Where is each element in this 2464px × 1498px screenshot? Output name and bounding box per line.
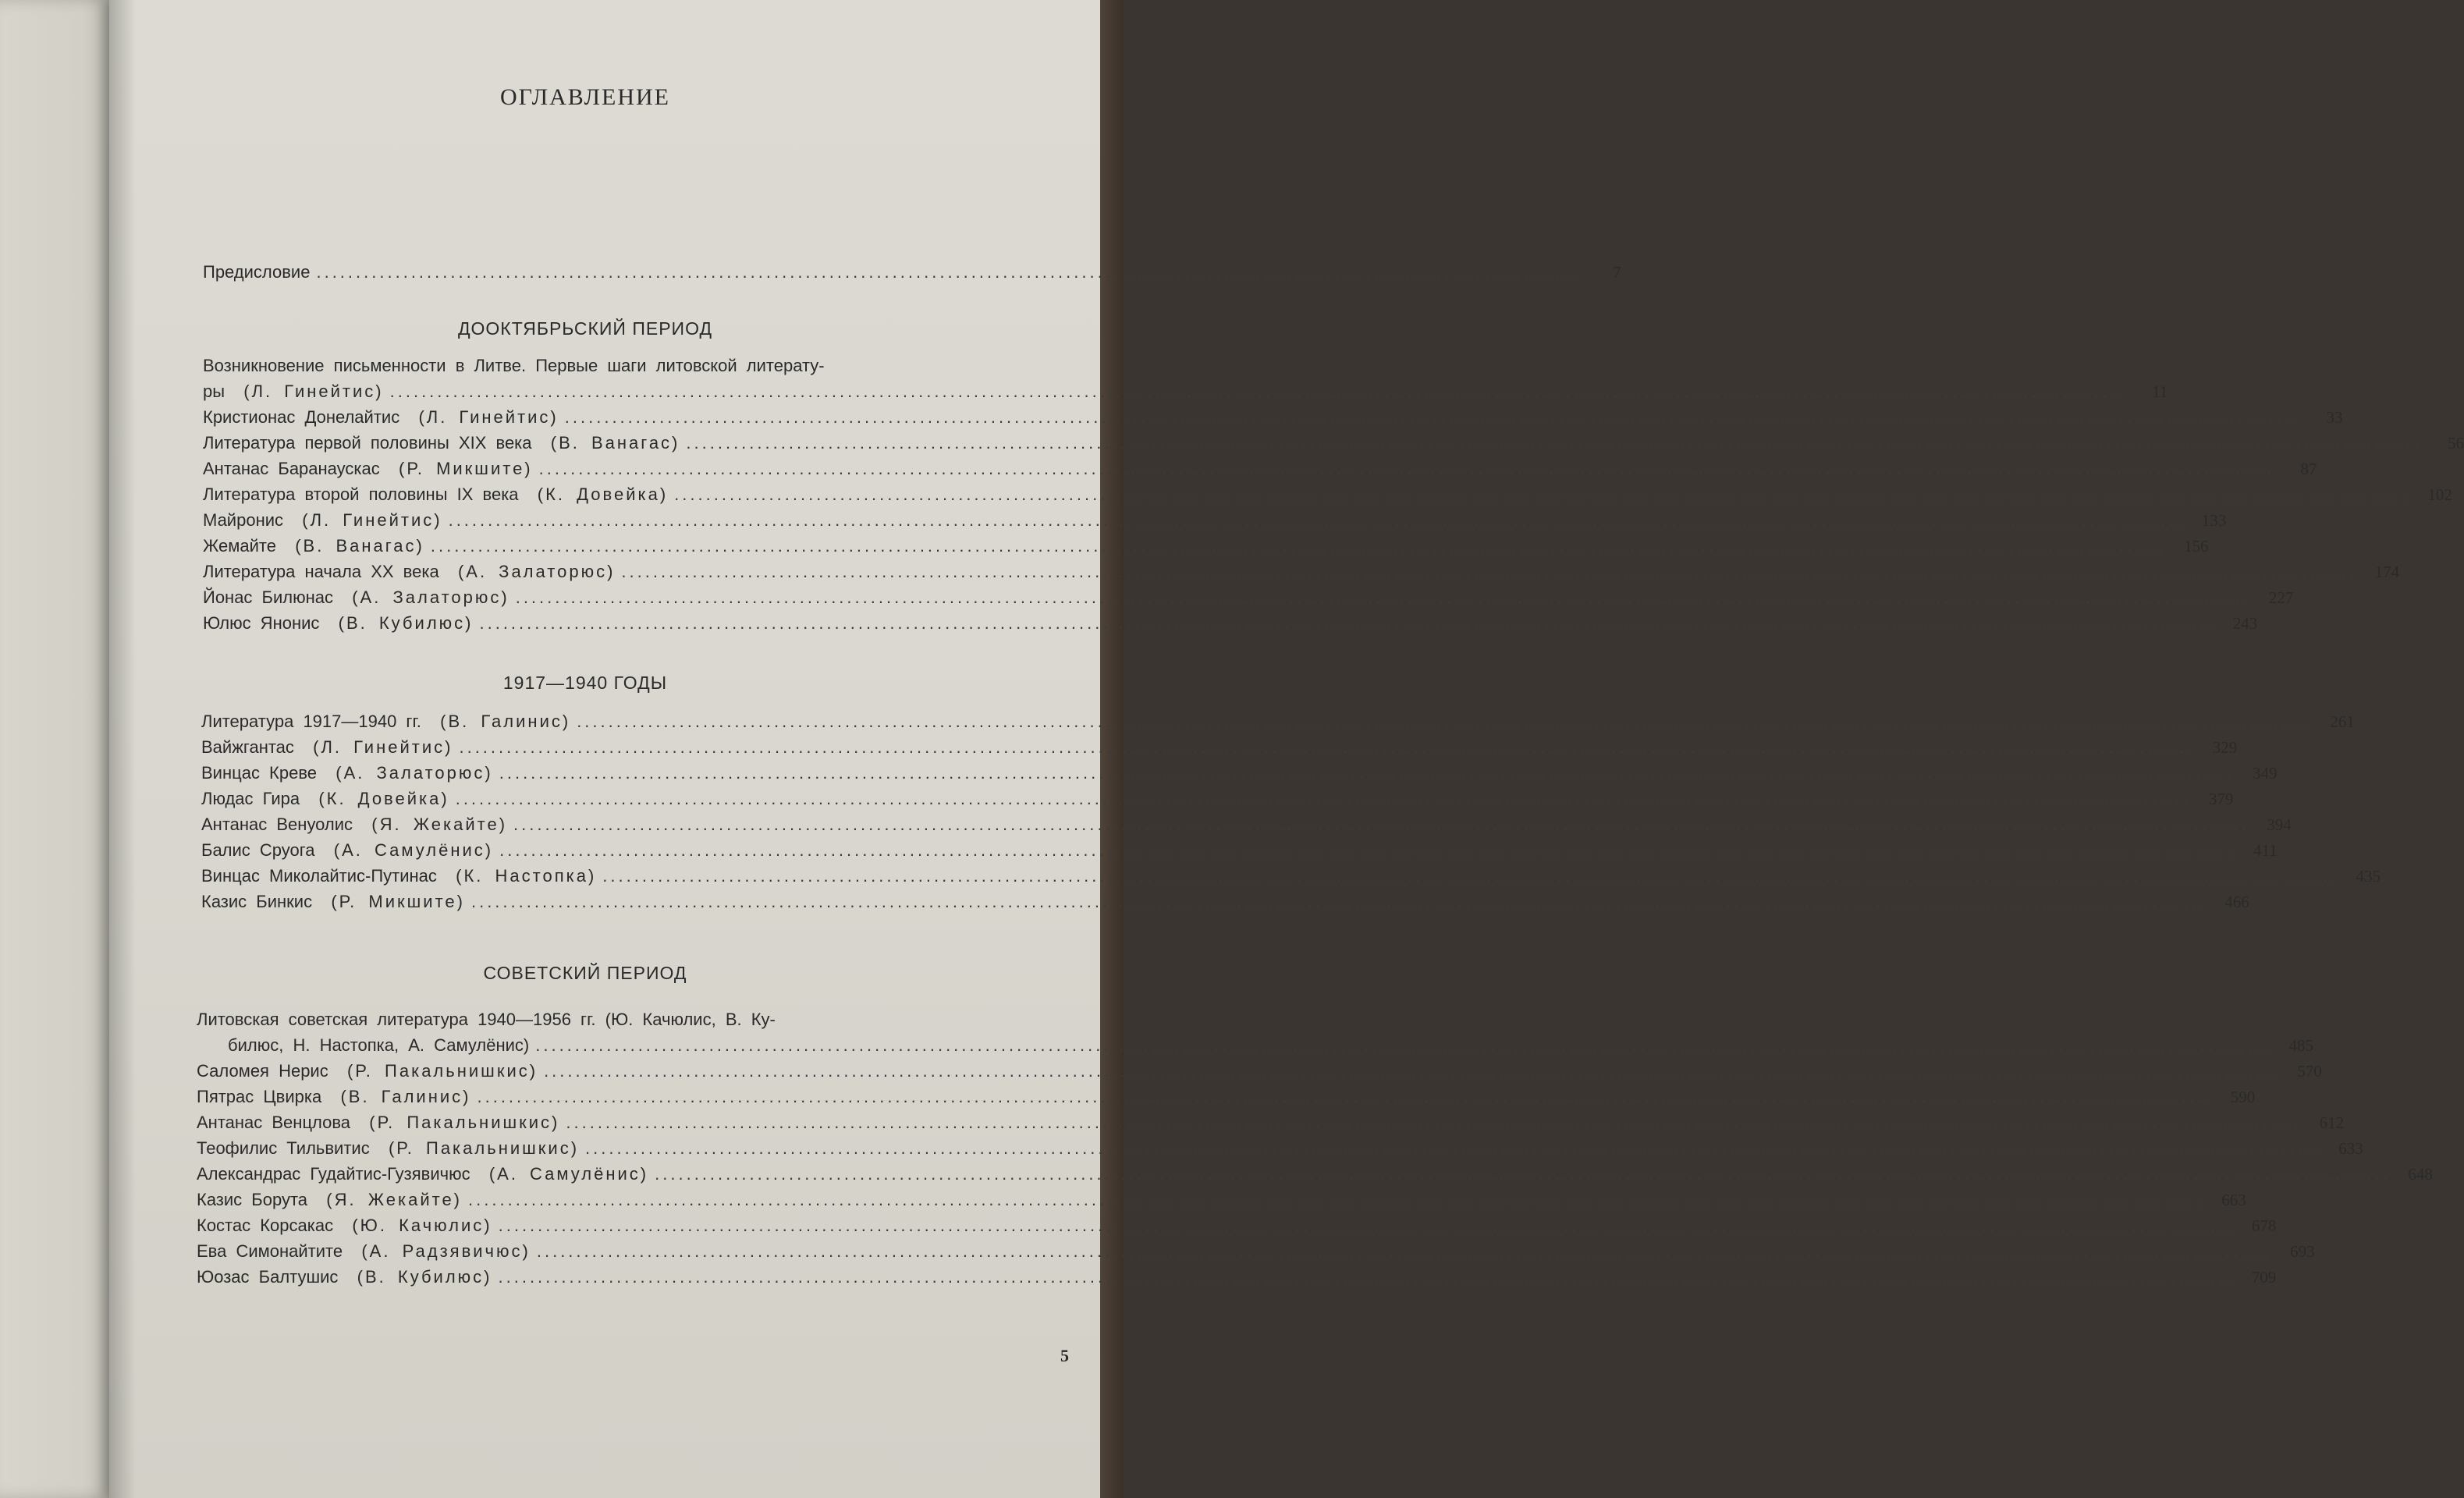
toc-entry-author: (К. Довейка)	[537, 485, 669, 504]
toc-entry	[203, 259, 1621, 285]
toc-entry-title: Антанас Венцлова	[197, 1113, 351, 1132]
toc-entry-title: Литература начала XX века	[203, 562, 439, 581]
toc-page-number: 379	[2208, 790, 2234, 808]
toc-entry	[197, 1109, 2345, 1135]
toc-entry-title: Саломея Нерис	[197, 1061, 328, 1081]
toc-page-number: 174	[2374, 563, 2400, 581]
toc-leader-dots: ............................................................................................................................................................................................................................	[498, 1267, 2235, 1287]
toc-entry-author: (А. Залаторюс)	[336, 763, 493, 783]
toc-entry-title: Людас Гира	[201, 789, 300, 808]
toc-page-number: 133	[2201, 511, 2227, 530]
toc-entry	[203, 559, 2400, 584]
toc-page-number: 87	[2300, 460, 2317, 478]
toc-entry	[203, 456, 2317, 481]
toc-page-number: 56	[2448, 434, 2464, 453]
toc-entry-author: (В. Кубилюс)	[357, 1267, 492, 1287]
toc-entry-title: Литература второй половины IX века	[203, 485, 519, 504]
toc-leader-dots: ............................................................................................................................................................................................................................	[430, 536, 2167, 556]
toc-entry-title: билюс, Н. Настопка, А. Самулёнис)	[228, 1035, 530, 1055]
toc-section-list	[201, 708, 2381, 914]
toc-entry-spacer	[338, 1264, 357, 1290]
toc-leader-dots: ............................................................................................................................................................................................................................	[513, 815, 2249, 834]
toc-leader-dots: ............................................................................................................................................................................................................................	[544, 1061, 2280, 1081]
toc-entry-author: (В. Ванагас)	[550, 433, 680, 453]
toc-page-number: 633	[2338, 1139, 2363, 1158]
toc-entry	[203, 378, 2168, 404]
toc-entry-title: Литература первой половины XIX века	[203, 433, 532, 453]
toc-entry	[203, 507, 2227, 533]
toc-entry-author: (Р. Пакальнишкис)	[346, 1061, 538, 1081]
toc-entry-spacer	[519, 481, 538, 507]
toc-entry-title: Ева Симонайтите	[197, 1241, 343, 1261]
toc-entry-spacer	[353, 811, 371, 837]
toc-entry	[197, 1135, 2363, 1161]
toc-page-number: 663	[2221, 1191, 2246, 1209]
toc-entry-author: (А. Самулёнис)	[488, 1164, 649, 1184]
toc-entry	[197, 1264, 2277, 1290]
toc-page-number: 243	[2232, 614, 2258, 633]
toc-entry-spacer	[343, 1238, 361, 1264]
toc-entry-author: (Р. Микшите)	[331, 892, 465, 911]
toc-page-number: 394	[2267, 815, 2292, 834]
toc-leader-dots: ............................................................................................................................................................................................................................	[538, 459, 2275, 478]
toc-entry-title: Антанас Венуолис	[201, 815, 353, 834]
toc-entry-author: (Я. Жекайте)	[371, 815, 508, 834]
toc-page-number: 590	[2230, 1088, 2256, 1106]
toc-entry-author: (Р. Микшите)	[399, 459, 533, 478]
toc-entry	[197, 1212, 2277, 1238]
toc-page-number: 648	[2408, 1165, 2433, 1184]
toc-entry	[203, 533, 2209, 559]
toc-entry-author: (В. Кубилюс)	[338, 613, 474, 633]
toc-leader-dots: ............................................................................................................................................................................................................................	[389, 382, 2126, 401]
toc-entry-spacer	[437, 863, 456, 889]
toc-page-number: 349	[2252, 764, 2278, 783]
section-heading: ДООКТЯБРЬСКИЙ ПЕРИОД	[457, 318, 713, 339]
toc-entry-title: Балис Сруога	[201, 840, 315, 860]
toc-leader-dots: ............................................................................................................................................................................................................................	[536, 1241, 2273, 1261]
toc-entry-spacer	[321, 1084, 340, 1109]
toc-entry-spacer	[470, 1161, 489, 1187]
toc-entry-spacer	[350, 1109, 369, 1135]
toc-entry-spacer	[370, 1135, 389, 1161]
toc-entry-title: Жемайте	[203, 536, 276, 556]
toc-entry-author: (В. Ванагас)	[295, 536, 424, 556]
toc-entry	[201, 811, 2292, 837]
toc-entry-title: Костас Корсакас	[197, 1216, 334, 1235]
toc-entry-spacer	[312, 889, 331, 914]
toc-page-number: 261	[2330, 712, 2355, 731]
toc-leader-dots: ............................................................................................................................................................................................................................	[621, 562, 2358, 581]
toc-leader-dots: ............................................................................................................................................................................................................................	[566, 1113, 2302, 1132]
toc-entry	[201, 837, 2278, 863]
toc-entry-spacer	[225, 378, 243, 404]
toc-entry-author: (В. Галинис)	[340, 1087, 471, 1106]
toc-leader-dots: ............................................................................................................................................................................................................................	[468, 1190, 2204, 1209]
toc-entry	[197, 1058, 2322, 1084]
toc-entry	[203, 481, 2452, 507]
toc-entry	[197, 1032, 2313, 1058]
toc-entry	[201, 708, 2355, 734]
toc-entry-spacer	[300, 786, 318, 811]
toc-page-number: 411	[2253, 841, 2278, 860]
toc-leader-dots: ............................................................................................................................................................................................................................	[499, 763, 2235, 783]
toc-entry-author: (А. Залаторюс)	[352, 587, 509, 607]
toc-leader-dots: ............................................................................................................................................................................................................................	[535, 1035, 2271, 1055]
toc-entry-author: (К. Настопка)	[456, 866, 597, 886]
toc-entry-author: (В. Галинис)	[440, 712, 571, 731]
toc-entry-title: ры	[203, 382, 225, 401]
toc-page-number: 693	[2290, 1242, 2315, 1261]
toc-entry	[197, 1161, 2433, 1187]
toc-page-number: 612	[2319, 1113, 2345, 1132]
toc-page-number: 329	[2212, 738, 2238, 757]
toc-page-number: 33	[2326, 408, 2343, 427]
toc-leader-dots: ............................................................................................................................................................................................................................	[477, 1087, 2214, 1106]
toc-page-number: 485	[2288, 1036, 2313, 1055]
toc-entry-spacer	[421, 708, 440, 734]
toc-entry-title: Казис Бинкис	[201, 892, 313, 911]
toc-entry-title: Майронис	[203, 510, 284, 530]
toc-entry-author: (Л. Гинейтис)	[418, 407, 559, 427]
toc-entry-author: (Р. Пакальнишкис)	[388, 1138, 580, 1158]
toc-entry-spacer	[283, 507, 302, 533]
toc-entry-title: Литература 1917—1940 гг.	[201, 712, 421, 731]
toc-leader-dots: ................................................................................................................................................................	[316, 262, 1579, 282]
toc-entry	[197, 1238, 2315, 1264]
book-page	[109, 0, 2464, 1498]
toc-entry-author: (Ю. Качюлис)	[352, 1216, 492, 1235]
toc-entry-author: (Л. Гинейтис)	[302, 510, 442, 530]
toc-entry-title: Теофилис Тильвитис	[197, 1138, 370, 1158]
toc-leader-dots: ............................................................................................................................................................................................................................	[459, 737, 2196, 757]
toc-section-list	[197, 1006, 2433, 1290]
toc-entry-spacer	[439, 559, 458, 584]
toc-page-number: 227	[2268, 588, 2294, 607]
toc-leader-dots: ............................................................................................................................................................................................................................	[564, 407, 2301, 427]
toc-entry-author: (К. Довейка)	[318, 789, 449, 808]
toc-leader-dots: ............................................................................................................................................................................................................................	[674, 485, 2410, 504]
toc-entry-title: Винцас Миколайтис-Путинас	[201, 866, 437, 886]
toc-entry	[203, 404, 2343, 430]
toc-entry-author: (А. Радзявичюс)	[361, 1241, 531, 1261]
toc-entry-spacer	[276, 533, 295, 559]
toc-entry-title: Предисловие	[203, 262, 311, 282]
toc-leader-dots: ............................................................................................................................................................................................................................	[470, 892, 2207, 911]
toc-entry-title: Кристионас Донелайтис	[203, 407, 400, 427]
section-heading: 1917—1940 ГОДЫ	[502, 673, 668, 693]
toc-leader-dots: ............................................................................................................................................................................................................................	[585, 1138, 2321, 1158]
page-gutter-shadow	[109, 0, 136, 1498]
toc-entry	[201, 786, 2234, 811]
toc-entry-title: Йонас Билюнас	[203, 587, 333, 607]
toc-entry-spacer	[328, 1058, 347, 1084]
toc-entry-title: Казис Борута	[197, 1190, 308, 1209]
page-folio-number: 5	[1060, 1346, 1069, 1365]
toc-entry-title: Пятрас Цвирка	[197, 1087, 322, 1106]
toc-entry	[201, 734, 2238, 760]
toc-entry-first-line: Возникновение письменности в Литве. Первые шаги литовской литерату-	[203, 356, 825, 375]
toc-leader-dots: ............................................................................................................................................................................................................................	[515, 587, 2252, 607]
toc-leader-dots: ............................................................................................................................................................................................................................	[499, 840, 2235, 860]
toc-entry-author: (Л. Гинейтис)	[313, 737, 453, 757]
toc-entry	[201, 863, 2381, 889]
toc-entry-spacer	[317, 760, 336, 786]
toc-entry-spacer	[399, 404, 418, 430]
toc-entry-spacer	[307, 1187, 326, 1212]
toc-leader-dots: ............................................................................................................................................................................................................................	[498, 1216, 2235, 1235]
toc-leader-dots: ............................................................................................................................................................................................................................	[655, 1164, 2391, 1184]
toc-leader-dots: ............................................................................................................................................................................................................................	[577, 712, 2313, 731]
toc-entry	[201, 889, 2249, 914]
toc-entry-spacer	[333, 584, 352, 610]
toc-entry-title: Юлюс Янонис	[203, 613, 320, 633]
toc-entry-title: Вайжгантас	[201, 737, 294, 757]
toc-preface-block	[203, 259, 1621, 285]
toc-entry-author: (А. Залаторюс)	[457, 562, 616, 581]
toc-page-number: 156	[2184, 537, 2209, 556]
toc-entry-author: (Я. Жекайте)	[326, 1190, 463, 1209]
toc-entry-author: (Р. Пакальнишкис)	[369, 1113, 560, 1132]
toc-entry-spacer	[380, 456, 399, 481]
toc-entry-first-line: Литовская советская литература 1940—1956 гг. (Ю. Качюлис, В. Ку-	[197, 1010, 776, 1029]
toc-entry-title: Юозас Балтушис	[197, 1267, 339, 1287]
toc-page-number: 7	[1612, 263, 1621, 282]
toc-entry-spacer	[319, 610, 338, 636]
toc-page-number: 466	[2224, 893, 2249, 911]
toc-entry	[203, 610, 2258, 636]
toc-entry-spacer	[294, 734, 313, 760]
toc-leader-dots: ............................................................................................................................................................................................................................	[479, 613, 2216, 633]
toc-page-number: 102	[2427, 485, 2452, 504]
toc-page-number: 678	[2251, 1216, 2277, 1235]
toc-entry-author: (Л. Гинейтис)	[243, 382, 384, 401]
toc-leader-dots: ............................................................................................................................................................................................................................	[602, 866, 2339, 886]
toc-leader-dots: ............................................................................................................................................................................................................................	[686, 433, 2423, 453]
toc-section-list	[203, 353, 2464, 636]
toc-entry-title: Винцас Креве	[201, 763, 318, 783]
toc-entry	[203, 584, 2294, 610]
toc-leader-dots: ............................................................................................................................................................................................................................	[448, 510, 2185, 530]
toc-entry	[197, 1187, 2246, 1212]
toc-entry-title: Антанас Баранаускас	[203, 459, 380, 478]
toc-entry	[201, 760, 2278, 786]
section-heading: СОВЕТСКИЙ ПЕРИОД	[483, 963, 687, 983]
toc-page-number: 709	[2251, 1268, 2277, 1287]
toc-leader-dots: ............................................................................................................................................................................................................................	[455, 789, 2192, 808]
toc-entry-author: (А. Самулёнис)	[333, 840, 494, 860]
page-title: ОГЛАВЛЕНИЕ	[500, 84, 670, 110]
toc-entry	[203, 430, 2464, 456]
toc-entry	[197, 1084, 2256, 1109]
left-page-edge	[0, 0, 117, 1498]
toc-entry-title: Александрас Гудайтис-Гузявичюс	[197, 1164, 470, 1184]
toc-entry-spacer	[532, 430, 551, 456]
toc-page-number: 11	[2152, 382, 2168, 401]
toc-entry-spacer	[333, 1212, 352, 1238]
toc-page-number: 570	[2297, 1062, 2322, 1081]
toc-entry-spacer	[315, 837, 334, 863]
toc-page-number: 435	[2356, 867, 2381, 886]
